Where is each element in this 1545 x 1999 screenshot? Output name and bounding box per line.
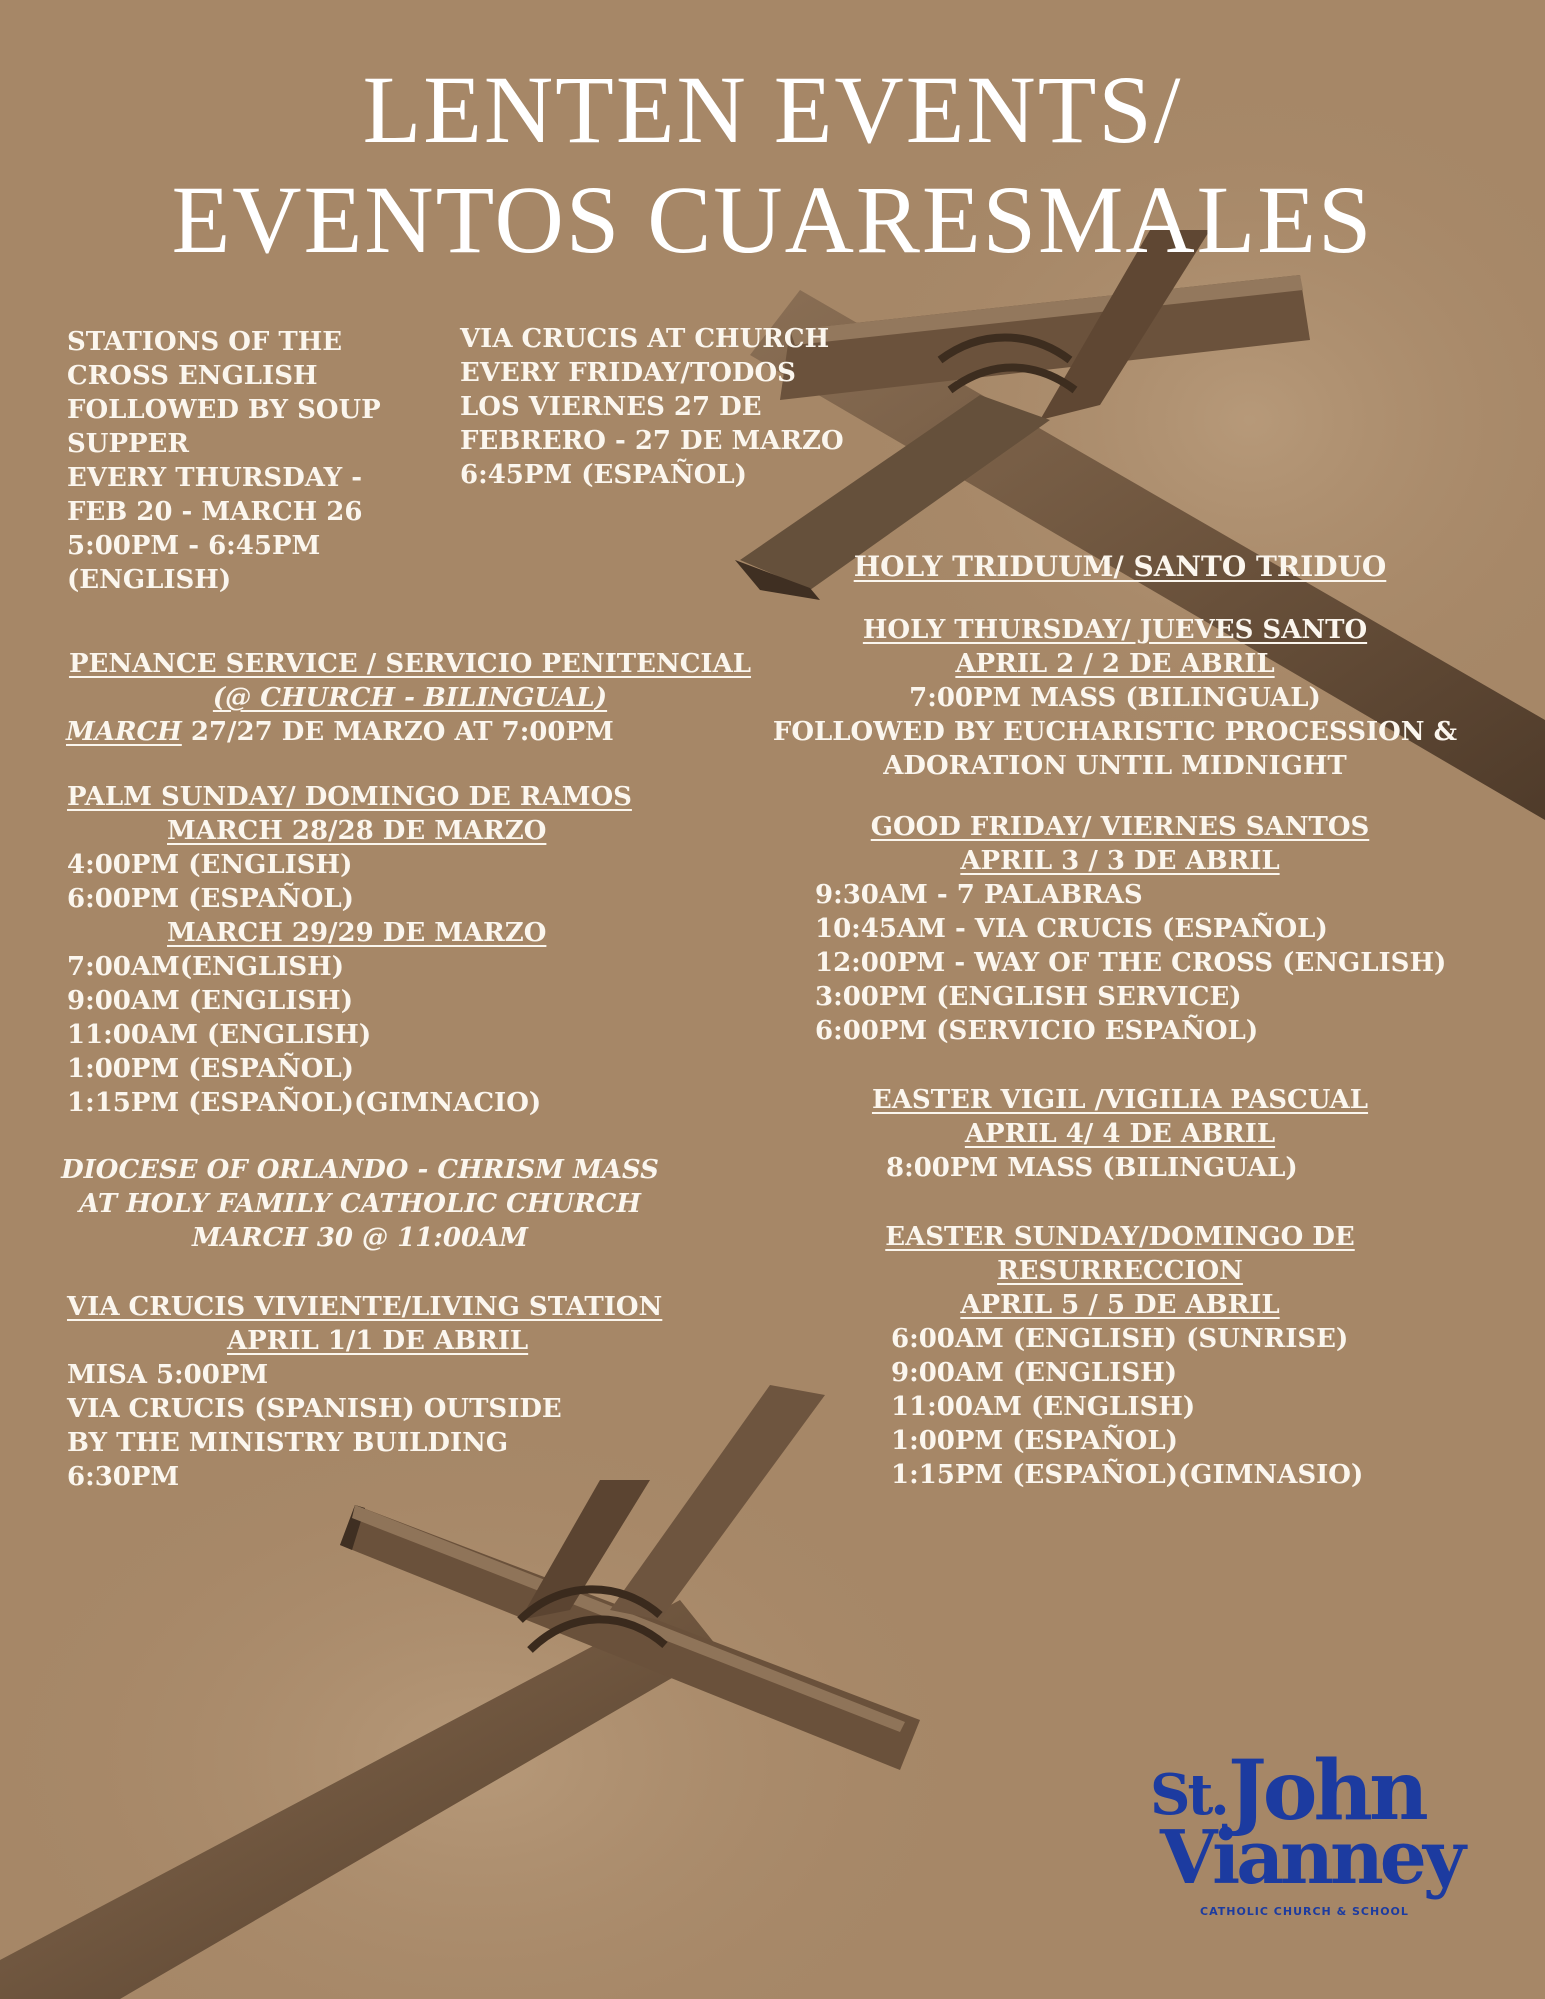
chrism-line: AT HOLY FAMILY CATHOLIC CHURCH: [79, 1189, 641, 1219]
good-friday-line: 12:00PM - WAY OF THE CROSS (ENGLISH): [815, 948, 1447, 978]
living-station-line: 6:30PM: [67, 1462, 180, 1492]
holy-thursday-date: APRIL 2 / 2 DE ABRIL: [955, 649, 1275, 679]
via-crucis-line: EVERY FRIDAY/TODOS: [460, 358, 796, 388]
good-friday-line: 9:30AM - 7 PALABRAS: [815, 880, 1143, 910]
triduum-heading: HOLY TRIDUUM/ SANTO TRIDUO: [853, 550, 1387, 583]
via-crucis-church-block: [460, 322, 844, 492]
easter-sunday-times: [891, 1322, 1363, 1492]
penance-block: [50, 647, 770, 749]
easter-vigil-line: 8:00PM MASS (BILINGUAL): [886, 1153, 1298, 1183]
via-crucis-line: FEBRERO - 27 DE MARZO: [460, 426, 844, 456]
living-station-block: [67, 1290, 687, 1494]
easter-vigil-times: [886, 1151, 1298, 1185]
stations-line: CROSS ENGLISH: [67, 361, 318, 391]
chrism-line: DIOCESE OF ORLANDO - CHRISM MASS: [61, 1155, 659, 1185]
logo-st: St.: [1150, 1762, 1227, 1828]
good-friday-heading-block: [760, 810, 1480, 878]
palm-sunday-heading: PALM SUNDAY/ DOMINGO DE RAMOS: [67, 782, 632, 812]
palm-sunday-block: [67, 780, 667, 1120]
easter-sunday-line: 1:15PM (ESPAÑOL)(GIMNASIO): [891, 1460, 1364, 1490]
living-station-heading: VIA CRUCIS VIVIENTE/LIVING STATION: [67, 1292, 663, 1322]
palm-sunday-time: 1:15PM (ESPAÑOL)(GIMNACIO): [67, 1088, 542, 1118]
stations-line: FOLLOWED BY SOUP: [67, 395, 381, 425]
stations-line: SUPPER: [67, 429, 189, 459]
good-friday-line: 6:00PM (SERVICIO ESPAÑOL): [815, 1016, 1259, 1046]
easter-sunday-heading-block: [760, 1220, 1480, 1322]
good-friday-line: 10:45AM - VIA CRUCIS (ESPAÑOL): [815, 914, 1328, 944]
palm-sunday-time: 7:00AM(ENGLISH): [67, 952, 344, 982]
living-station-line: MISA 5:00PM: [67, 1360, 269, 1390]
easter-sunday-line: 9:00AM (ENGLISH): [891, 1358, 1178, 1388]
good-friday-date: APRIL 3 / 3 DE ABRIL: [960, 846, 1280, 876]
title-line-1: LENTEN EVENTS/: [362, 56, 1183, 163]
holy-thursday-line: ADORATION UNTIL MIDNIGHT: [883, 751, 1347, 781]
easter-sunday-line: 1:00PM (ESPAÑOL): [891, 1426, 1178, 1456]
living-station-date: APRIL 1/1 DE ABRIL: [227, 1326, 529, 1356]
stations-line: STATIONS OF THE: [67, 327, 343, 357]
easter-sunday-date: APRIL 5 / 5 DE ABRIL: [960, 1290, 1280, 1320]
palm-sunday-time: 6:00PM (ESPAÑOL): [67, 884, 354, 914]
logo-john: John: [1228, 1743, 1425, 1839]
stations-line: FEB 20 - MARCH 26: [67, 497, 363, 527]
stations-line: 5:00PM - 6:45PM: [67, 531, 321, 561]
chrism-block: [50, 1153, 670, 1255]
easter-sunday-heading-1: EASTER SUNDAY/DOMINGO DE: [885, 1222, 1355, 1252]
easter-vigil-heading-block: [760, 1083, 1480, 1151]
logo-subtitle: CATHOLIC CHURCH & SCHOOL: [1200, 1905, 1409, 1918]
good-friday-times: [815, 878, 1446, 1048]
easter-sunday-line: 6:00AM (ENGLISH) (SUNRISE): [891, 1324, 1349, 1354]
palm-sunday-date-2: MARCH 29/29 DE MARZO: [167, 918, 547, 948]
holy-thursday-block: [740, 613, 1490, 783]
easter-vigil-heading: EASTER VIGIL /VIGILIA PASCUAL: [871, 1085, 1369, 1115]
palm-sunday-time: 1:00PM (ESPAÑOL): [67, 1054, 354, 1084]
chrism-line: MARCH 30 @ 11:00AM: [191, 1223, 529, 1253]
palm-sunday-time: 4:00PM (ENGLISH): [67, 850, 353, 880]
penance-heading: PENANCE SERVICE / SERVICIO PENITENCIAL: [68, 649, 752, 679]
holy-thursday-line: 7:00PM MASS (BILINGUAL): [909, 683, 1321, 713]
penance-date-month: MARCH: [66, 717, 182, 747]
palm-sunday-date-1: MARCH 28/28 DE MARZO: [167, 816, 547, 846]
penance-date: [50, 715, 770, 749]
st-john-vianney-logo: [1150, 1743, 1462, 1925]
logo-vianney: Vianney: [1160, 1815, 1462, 1901]
living-station-line: VIA CRUCIS (SPANISH) OUTSIDE: [67, 1394, 562, 1424]
palm-sunday-time: 9:00AM (ENGLISH): [67, 986, 354, 1016]
via-crucis-line: LOS VIERNES 27 DE: [460, 392, 762, 422]
good-friday-heading: GOOD FRIDAY/ VIERNES SANTOS: [870, 812, 1370, 842]
holy-thursday-heading: HOLY THURSDAY/ JUEVES SANTO: [862, 615, 1368, 645]
stations-line: (ENGLISH): [67, 565, 232, 595]
holy-thursday-line: FOLLOWED BY EUCHARISTIC PROCESSION &: [772, 717, 1458, 747]
title-line-2: EVENTOS CUARESMALES: [171, 166, 1374, 273]
palm-sunday-time: 11:00AM (ENGLISH): [67, 1020, 372, 1050]
via-crucis-line: VIA CRUCIS AT CHURCH: [460, 324, 830, 354]
easter-sunday-heading-2: RESURRECCION: [997, 1256, 1243, 1286]
stations-line: EVERY THURSDAY -: [67, 463, 363, 493]
easter-vigil-date: APRIL 4/ 4 DE ABRIL: [964, 1119, 1276, 1149]
penance-date-rest: 27/27 DE MARZO AT 7:00PM: [181, 717, 614, 747]
good-friday-line: 3:00PM (ENGLISH SERVICE): [815, 982, 1242, 1012]
via-crucis-line: 6:45PM (ESPAÑOL): [460, 460, 747, 490]
penance-subheading: (@ CHURCH - BILINGUAL): [212, 683, 608, 713]
stations-block: [67, 325, 381, 597]
easter-sunday-line: 11:00AM (ENGLISH): [891, 1392, 1196, 1422]
living-station-line: BY THE MINISTRY BUILDING: [67, 1428, 509, 1458]
